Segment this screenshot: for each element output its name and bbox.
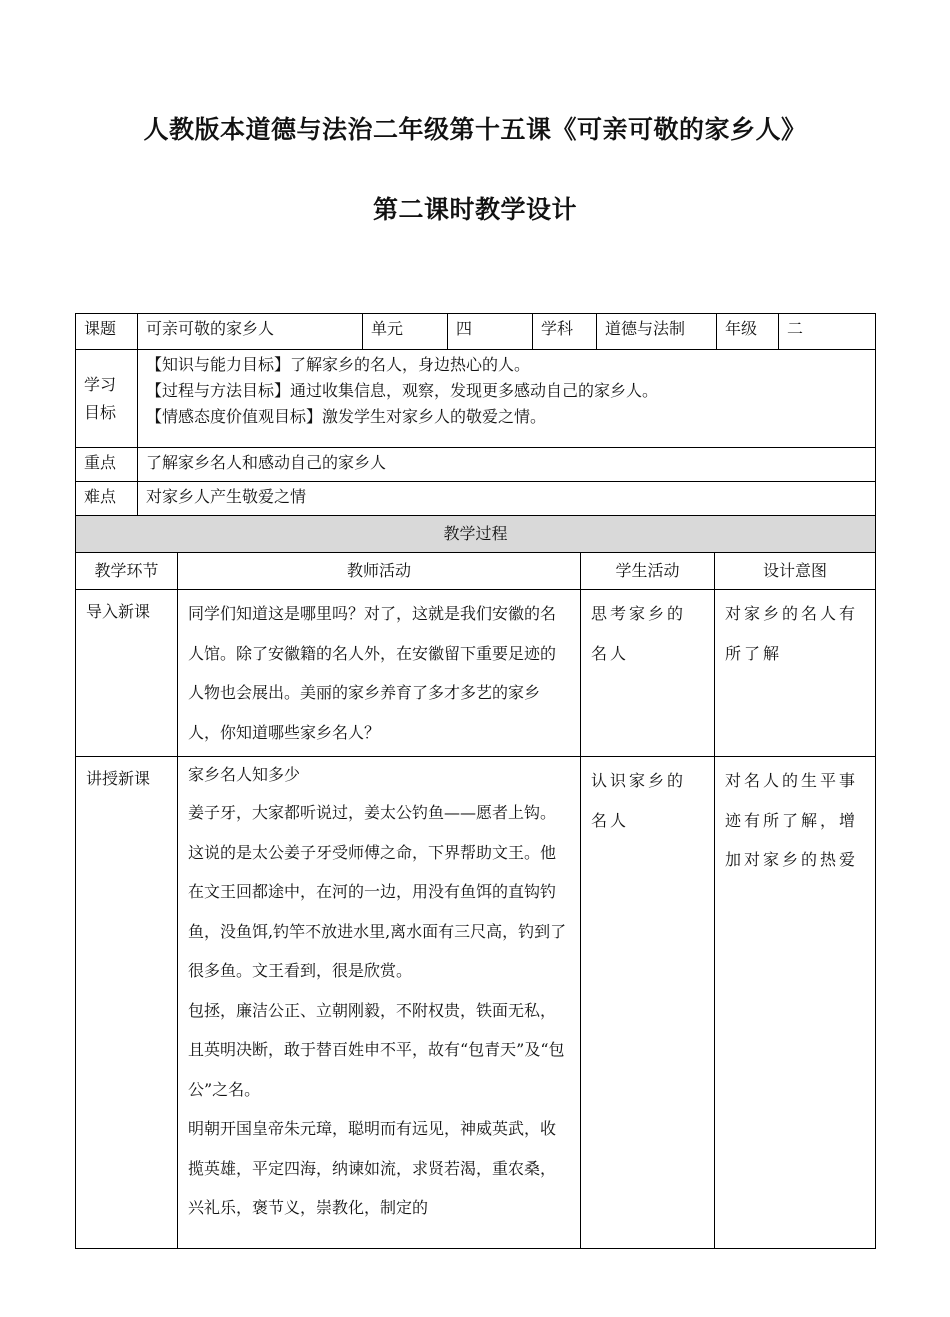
grade-label: 年级	[717, 314, 779, 350]
objective-emotion: 【情感态度价值观目标】激发学生对家乡人的敬爱之情。	[146, 407, 547, 426]
objectives-label-line1: 学习	[84, 374, 117, 394]
objectives-label	[76, 350, 138, 448]
objectives-label-line2: 目标	[84, 402, 117, 422]
header-teacher: 教师活动	[178, 553, 581, 590]
process-row-intro	[76, 590, 876, 757]
subject-value: 道德与法制	[597, 314, 717, 350]
info-row-key	[76, 448, 876, 482]
teacher-paragraph: 姜子牙，大家都听说过，姜太公钓鱼——愿者上钩。这说的是太公姜子牙受师傅之命，下界帮助文王。他在文王回都途中，在河的一边，用没有鱼饵的直钩钓鱼，没鱼饵,钓竿不放进水里,离水面有三尺高，钓到了很多鱼。文王看到，很是欣赏。	[188, 803, 567, 980]
info-row-objectives	[76, 350, 876, 448]
student-activity-intro: 思考家乡的名人	[581, 590, 715, 757]
teacher-paragraph: 同学们知道这是哪里吗？对了，这就是我们安徽的名人馆。除了安徽籍的名人外，在安徽留下重要足迹的人物也会展出。美丽的家乡养育了多才多艺的家乡人，你知道哪些家乡名人？	[188, 604, 557, 742]
subject-label: 学科	[533, 314, 597, 350]
teacher-activity-new-lesson	[178, 757, 581, 1249]
stage-new-lesson: 讲授新课	[76, 757, 178, 1249]
stage-intro: 导入新课	[76, 590, 178, 757]
objective-knowledge: 【知识与能力目标】了解家乡的名人，身边热心的人。	[146, 355, 531, 374]
topic-value: 可亲可敬的家乡人	[138, 314, 363, 350]
design-intent-intro: 对家乡的名人有所了解	[715, 590, 876, 757]
process-heading: 教学过程	[76, 516, 876, 553]
topic-label: 课题	[76, 314, 138, 350]
header-stage: 教学环节	[76, 553, 178, 590]
header-intent: 设计意图	[715, 553, 876, 590]
objectives-content	[138, 350, 876, 448]
lesson-info-table	[75, 313, 876, 516]
student-activity-new-lesson: 认识家乡的名人	[581, 757, 715, 1249]
teaching-process-table	[75, 515, 876, 1249]
header-student: 学生活动	[581, 553, 715, 590]
teacher-paragraph: 家乡名人知多少	[188, 765, 301, 784]
teacher-paragraph: 明朝开国皇帝朱元璋，聪明而有远见，神威英武，收揽英雄，平定四海，纳谏如流，求贤若渴，重农桑，兴礼乐，褒节义，崇教化，制定的	[188, 1119, 557, 1217]
difficulty-value: 对家乡人产生敬爱之情	[138, 482, 876, 516]
key-label: 重点	[76, 448, 138, 482]
unit-label: 单元	[363, 314, 448, 350]
difficulty-label: 难点	[76, 482, 138, 516]
process-row-new-lesson	[76, 757, 876, 1249]
design-intent-new-lesson: 对名人的生平事迹有所了解，增加对家乡的热爱	[715, 757, 876, 1249]
info-row-topic	[76, 314, 876, 350]
process-heading-row	[76, 516, 876, 553]
teacher-paragraph: 包拯，廉洁公正、立朝刚毅，不附权贵，铁面无私，且英明决断，敢于替百姓申不平，故有“包青天”及“包公”之名。	[188, 1000, 565, 1099]
objective-process: 【过程与方法目标】通过收集信息，观察，发现更多感动自己的家乡人。	[146, 381, 659, 400]
unit-value: 四	[448, 314, 533, 350]
info-row-difficulty	[76, 482, 876, 516]
document-title: 人教版本道德与法治二年级第十五课《可亲可敬的家乡人》	[143, 115, 807, 144]
document-subtitle: 第二课时教学设计	[372, 195, 577, 224]
process-header-row	[76, 553, 876, 590]
key-value: 了解家乡名人和感动自己的家乡人	[138, 448, 876, 482]
teacher-activity-intro	[178, 590, 581, 757]
grade-value: 二	[779, 314, 876, 350]
